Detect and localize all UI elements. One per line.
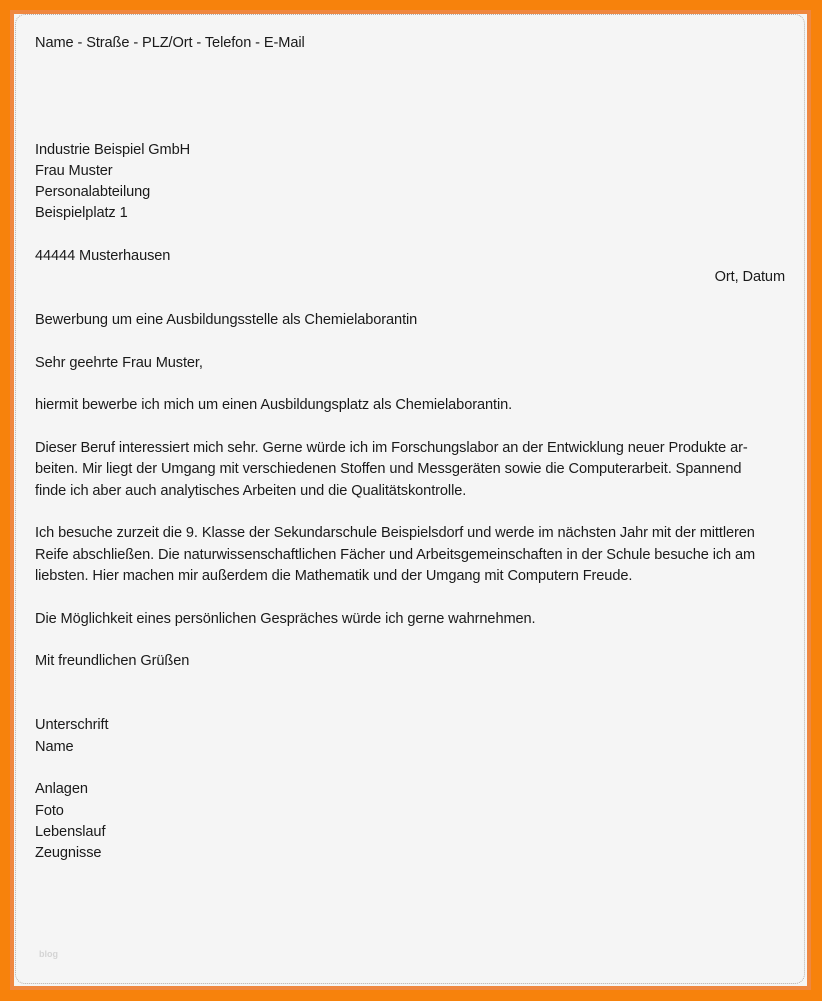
recipient-city: 44444 Musterhausen	[35, 248, 171, 264]
recipient-department: Personalabteilung	[35, 184, 151, 200]
paragraph1-line: beiten. Mir liegt der Umgang mit verschiedenen Stoffen und Messgeräten sowie die Computerarbeit. Spannend	[35, 461, 742, 477]
watermark: blog	[39, 949, 58, 959]
attachments-title: Anlagen	[35, 781, 88, 797]
closing-sentence: Die Möglichkeit eines persönlichen Gespräches würde ich gerne wahrnehmen.	[35, 611, 536, 627]
closing-greeting: Mit freundlichen Grüßen	[35, 653, 190, 669]
salutation: Sehr geehrte Frau Muster,	[35, 355, 203, 371]
paragraph2-line: Reife abschließen. Die naturwissenschaftlichen Fächer und Arbeitsgemeinschaften in der Schule besuche ich am	[35, 547, 756, 563]
recipient-contact: Frau Muster	[35, 163, 113, 179]
sender-line: Name - Straße - PLZ/Ort - Telefon - E-Mail	[35, 35, 305, 51]
attachment-item: Lebenslauf	[35, 824, 106, 840]
recipient-street: Beispielplatz 1	[35, 205, 128, 221]
place-date: Ort, Datum	[714, 269, 785, 285]
signature-placeholder: Unterschrift	[35, 717, 109, 733]
paragraph2-line: liebsten. Hier machen mir außerdem die Mathematik und der Umgang mit Computern Freude.	[35, 568, 633, 584]
paragraph2-line: Ich besuche zurzeit die 9. Klasse der Sekundarschule Beispielsdorf und werde im nächsten Jahr mit der mittleren	[35, 525, 755, 541]
attachment-item: Zeugnisse	[35, 845, 102, 861]
intro-sentence: hiermit bewerbe ich mich um einen Ausbildungsplatz als Chemielaborantin.	[35, 397, 513, 413]
subject-line: Bewerbung um eine Ausbildungsstelle als Chemielaborantin	[35, 312, 418, 328]
recipient-company: Industrie Beispiel GmbH	[35, 142, 191, 158]
paragraph1-line: Dieser Beruf interessiert mich sehr. Gerne würde ich im Forschungslabor an der Entwicklung neuer Produkte ar-	[35, 440, 748, 456]
attachment-item: Foto	[35, 803, 64, 819]
signer-name: Name	[35, 739, 74, 755]
paragraph1-line: finde ich aber auch analytisches Arbeiten und die Qualitätskontrolle.	[35, 483, 467, 499]
